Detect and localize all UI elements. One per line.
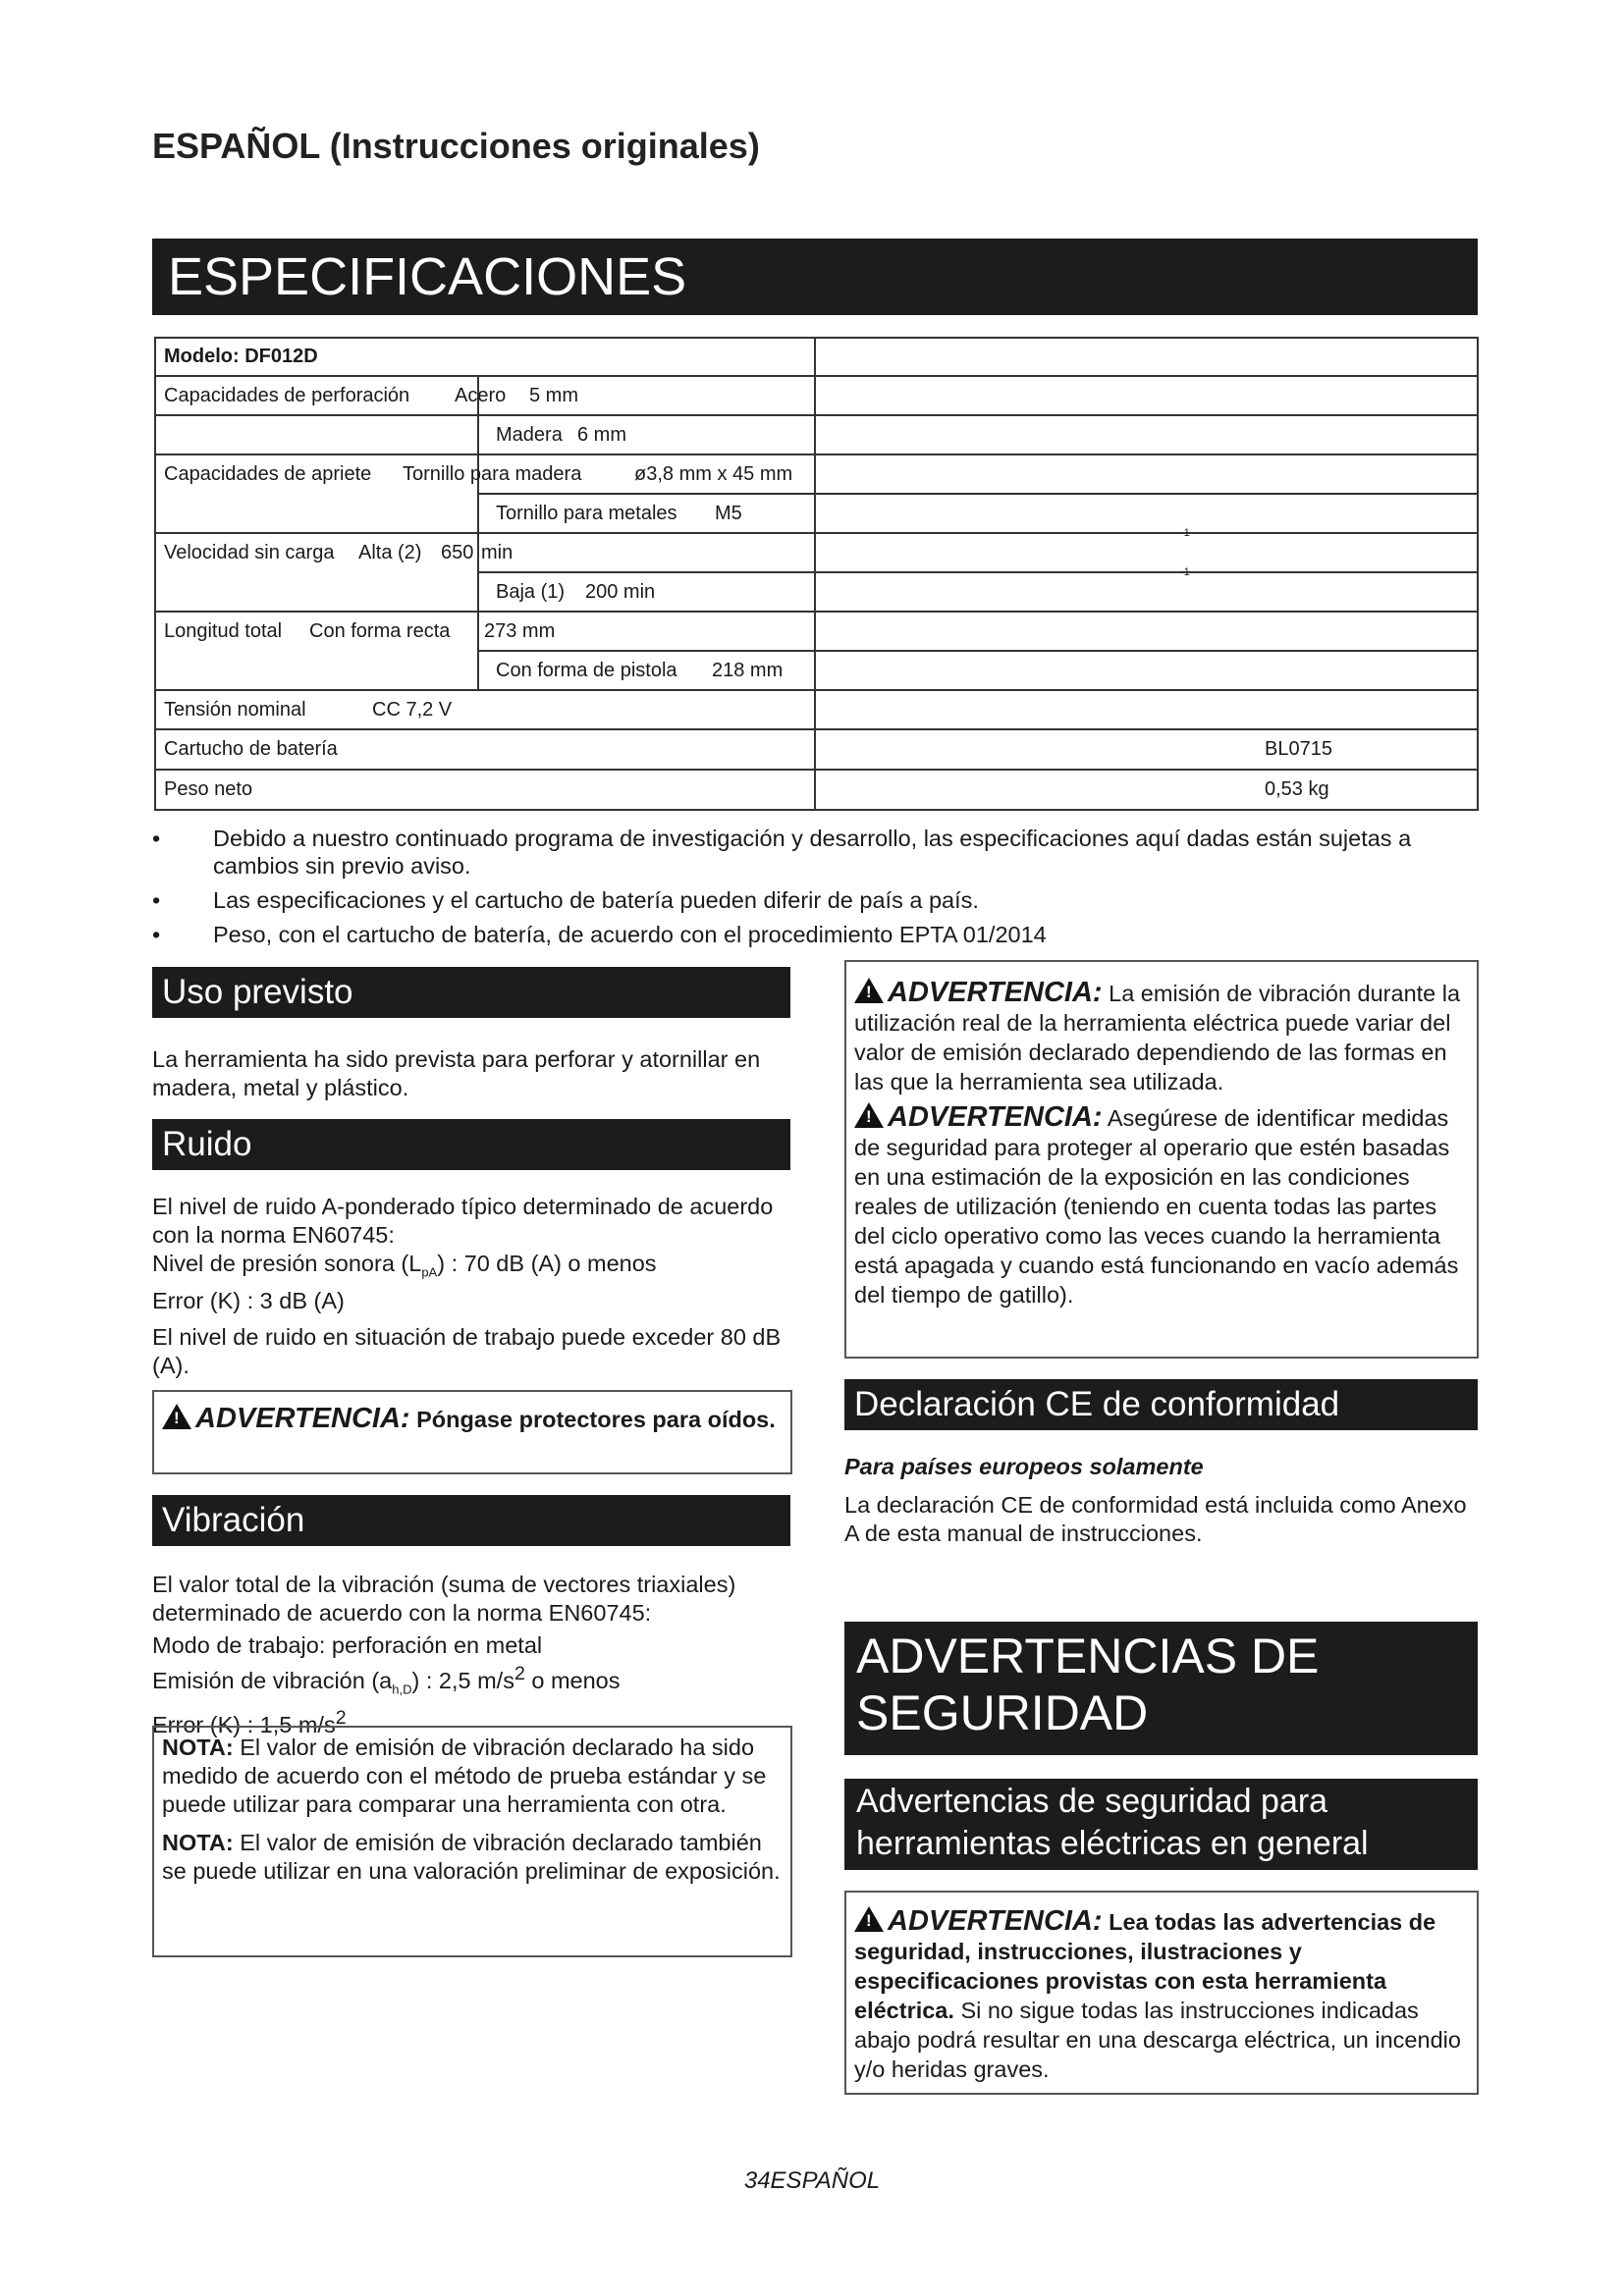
spec-note-text: Las especificaciones y el cartucho de batería pueden diferir de país a país. <box>213 887 979 913</box>
ruido-pressure-subscript: pA <box>421 1264 438 1280</box>
ruido-text <box>152 1193 790 1388</box>
page-number: 34 <box>743 2167 771 2194</box>
spec-note-item <box>152 886 1488 914</box>
spec-notes <box>152 825 1488 955</box>
spec-row <box>154 770 1479 809</box>
spec-value: 650 <box>441 542 474 563</box>
spec-note-text: Peso, con el cartucho de batería, de acuerdo con el procedimiento EPTA 01/2014 <box>213 922 1047 947</box>
spec-label: Tensión nominal <box>164 699 306 721</box>
ruido-pressure-value: ) : 70 dB (A) o menos <box>437 1251 657 1276</box>
spec-note-item <box>152 921 1488 948</box>
uso-previsto-paragraph: La herramienta ha sido prevista para perforar y atornillar en madera, metal y plástico. <box>152 1046 761 1100</box>
note-label: NOTA: <box>162 1735 234 1760</box>
general-safety-title-line: herramientas eléctricas en general <box>856 1825 1369 1862</box>
spec-row <box>154 415 1479 454</box>
spec-row <box>154 729 1479 769</box>
general-safety-warning-box <box>844 1891 1479 2095</box>
section-vibracion: Vibración <box>152 1495 790 1546</box>
spec-label: Velocidad sin carga <box>164 542 335 563</box>
note-text: El valor de emisión de vibración declarado ha sido medido de acuerdo con el método de prueba estándar y se puede utilizar para comparar una herramienta con otra. <box>162 1735 767 1817</box>
bullet-icon: • <box>152 887 161 913</box>
safety-warnings-banner <box>844 1622 1478 1755</box>
spec-value: 273 mm <box>484 620 556 642</box>
spec-table <box>154 337 1479 811</box>
vibration-warning-2 <box>854 1102 1469 1309</box>
ruido-work-level: El nivel de ruido en situación de trabajo puede exceder 80 dB (A). <box>152 1323 782 1378</box>
spec-value: M5 <box>715 503 742 524</box>
vibracion-error-value: Error (K) : 1,5 m/s <box>152 1711 336 1737</box>
section-ruido: Ruido <box>152 1119 790 1170</box>
spec-unit: min <box>481 542 514 563</box>
spec-value: 218 mm <box>712 660 784 681</box>
warning-text: La emisión de vibración durante la utilización real de la herramienta eléctrica puede variar del valor de emisión declarado dependiendo de las formas en las que la herramienta sea utilizada. <box>854 981 1461 1095</box>
spec-row: Velocidad sin carga Alta (2) 650 min -1 <box>154 533 1479 572</box>
spec-sublabel: Tornillo para metales <box>496 503 677 524</box>
warning-text: Asegúrese de identificar medidas de seguridad para proteger al operario que estén basadas en una estimación de la exposición en las condiciones reales de utilización (teniendo en cuenta todas las partes del ciclo operativo como las veces cuando la herramienta está apagada y cuando está funcionando en vacío además del tiempo de gatillo). <box>854 1105 1459 1308</box>
spec-label: Longitud total <box>164 620 283 642</box>
bullet-icon: • <box>152 826 161 851</box>
vibracion-note-1 <box>162 1734 783 1819</box>
vibracion-emission-prefix: Emisión de vibración (a <box>152 1667 393 1693</box>
vibracion-notes-box <box>152 1726 792 1957</box>
spec-sublabel: Baja (1) <box>496 581 566 603</box>
declaracion-paragraph: La declaración CE de conformidad está incluida como Anexo A de esta manual de instrucciones. <box>844 1492 1467 1546</box>
vibracion-emission-value: ) : 2,5 m/s <box>411 1667 514 1693</box>
spec-value: 0,53 kg <box>1265 778 1329 800</box>
vibracion-paragraph: El valor total de la vibración (suma de vectores triaxiales) determinado de acuerdo con la norma EN60745: <box>152 1572 736 1626</box>
spec-row <box>154 612 1479 651</box>
spec-value: 5 mm <box>529 385 578 406</box>
warning-text: Póngase protectores para oídos. <box>416 1407 776 1432</box>
vibracion-emission <box>152 1660 790 1704</box>
spec-sublabel: Alta (2) <box>358 542 422 563</box>
spec-model: Modelo: DF012D <box>164 346 318 367</box>
warning-label: ADVERTENCIA: <box>888 1905 1103 1937</box>
spec-sublabel: Acero <box>455 385 507 406</box>
spec-row-model <box>154 337 1479 376</box>
spec-value: CC 7,2 V <box>372 699 453 721</box>
warning-label: ADVERTENCIA: <box>195 1403 410 1434</box>
declaracion-text <box>844 1453 1483 1556</box>
vibracion-emission-suffix: o menos <box>524 1667 621 1693</box>
ruido-paragraph: El nivel de ruido A-ponderado típico determinado de acuerdo con la norma EN60745: <box>152 1194 774 1248</box>
spec-value: 6 mm <box>577 424 626 446</box>
spec-value: 200 min <box>585 581 656 603</box>
warning-label: ADVERTENCIA: <box>888 977 1103 1008</box>
vibracion-emission-subscript: h,D <box>392 1682 412 1697</box>
bullet-icon: • <box>152 922 161 947</box>
warning-icon <box>854 1906 884 1932</box>
spec-note-text: Debido a nuestro continuado programa de investigación y desarrollo, las especificaciones aquí dadas están sujetas a cambios sin previo aviso. <box>213 826 1412 879</box>
ruido-warning-box <box>152 1390 792 1474</box>
spec-row <box>154 454 1479 494</box>
spec-label: Capacidades de apriete <box>164 463 372 485</box>
spec-value: ø3,8 mm x 45 mm <box>634 463 793 485</box>
spec-label: Capacidades de perforación <box>164 385 410 406</box>
spec-label: Peso neto <box>164 778 253 800</box>
spec-value: BL0715 <box>1265 738 1332 760</box>
vibracion-text <box>152 1571 790 1738</box>
document-language-title: ESPAÑOL (Instrucciones originales) <box>152 126 760 166</box>
safety-title-line: ADVERTENCIAS DE <box>856 1629 1320 1683</box>
warning-icon <box>854 978 884 1003</box>
spec-row <box>154 376 1479 415</box>
vibracion-emission-superscript: 2 <box>514 1663 525 1684</box>
uso-previsto-text <box>152 1045 790 1110</box>
spec-row <box>154 651 1479 690</box>
vibracion-mode: Modo de trabajo: perforación en metal <box>152 1632 543 1658</box>
vibracion-note-2 <box>162 1829 783 1886</box>
note-text: El valor de emisión de vibración declarado también se puede utilizar en una valoración preliminar de exposición. <box>162 1830 781 1884</box>
spec-sublabel: Tornillo para madera <box>403 463 582 485</box>
section-declaracion-ce: Declaración CE de conformidad <box>844 1379 1478 1430</box>
vibration-warnings-box <box>844 960 1479 1359</box>
spec-row <box>154 690 1479 729</box>
note-label: NOTA: <box>162 1830 234 1855</box>
warning-icon <box>854 1102 884 1128</box>
ruido-pressure-level <box>152 1250 790 1287</box>
general-safety-title-line: Advertencias de seguridad para <box>856 1783 1328 1820</box>
warning-icon <box>162 1404 191 1429</box>
ruido-error: Error (K) : 3 dB (A) <box>152 1287 345 1313</box>
declaracion-subtitle: Para países europeos solamente <box>844 1454 1204 1479</box>
spec-sublabel: Con forma recta <box>309 620 451 642</box>
warning-text: Si no sigue todas las instrucciones indicadas abajo podrá resultar en una descarga eléctrica, un incendio y/o heridas graves. <box>854 1998 1461 2082</box>
specifications-banner: ESPECIFICACIONES <box>152 239 1478 315</box>
warning-label: ADVERTENCIA: <box>888 1101 1103 1133</box>
page-footer <box>0 2167 1624 2195</box>
safety-title-line: SEGURIDAD <box>856 1685 1149 1740</box>
section-uso-previsto: Uso previsto <box>152 967 790 1018</box>
vibration-warning-1 <box>854 978 1469 1096</box>
spec-sublabel: Madera <box>496 424 563 446</box>
vibracion-error-superscript: 2 <box>335 1706 347 1729</box>
spec-note-item <box>152 825 1488 880</box>
spec-label: Cartucho de batería <box>164 738 338 760</box>
spec-sublabel: Con forma de pistola <box>496 660 677 681</box>
spec-row: Baja (1) 200 min -1 <box>154 572 1479 612</box>
warning-bold-text: Lea todas las advertencias de seguridad, instrucciones, ilustraciones y especificaciones provistas con esta herramienta eléctrica. <box>854 1909 1436 2023</box>
footer-language: ESPAÑOL <box>770 2167 881 2194</box>
ruido-pressure-prefix: Nivel de presión sonora (L <box>152 1251 422 1276</box>
general-safety-banner <box>844 1779 1478 1870</box>
spec-row <box>154 494 1479 533</box>
